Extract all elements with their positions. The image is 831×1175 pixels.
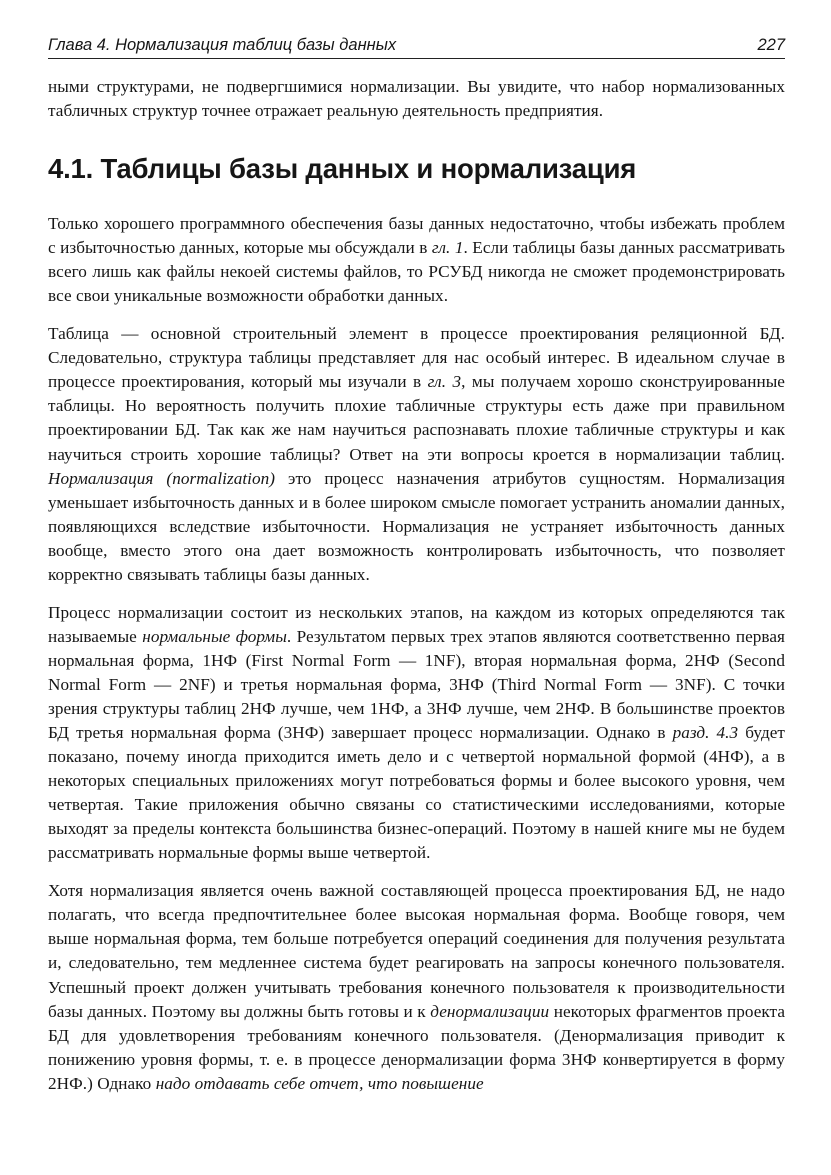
p3-text-c: будет показано, почему иногда приходится иметь дело и с четвертой нормальной формой (4НФ), а в некоторых специальных приложениях могут потребоваться формы и более высокого уровня, чем четвертая. Такие приложения обычно связаны со статистическими исследованиями, которые выходят за пределы контекста большинства бизнес-операций. Поэтому в нашей книге мы не будем рассматривать нормальные формы выше четвертой. [48,723,785,863]
book-page [48,36,785,1110]
p4-emphasis: надо отдавать себе отчет, что повышение [155,1073,484,1093]
p4-text-b: некоторых фрагментов проекта БД для удовлетворения требованиям конечного пользователя. (Денормализация приводит к понижению уровня формы, т. е. в процессе денормализации форма 3НФ конвертируется в форму 2НФ.) Однако [48,1001,786,1093]
p3-section-ref: разд. 4.3 [672,723,739,743]
p3-text-b: . Результатом первых трех этапов являются соответственно первая нормальная форма, 1НФ (First Normal Form — 1NF), вторая нормальная форма, 2НФ (Second Normal Form — 2NF) и третья нормальная форма, 3НФ (Third Normal Form — 3NF). С точки зрения структуры таблиц 2НФ лучше, чем 1НФ, а 3НФ лучше, чем 2НФ. В большинстве проектов БД третья нормальная форма (3НФ) завершает процесс нормализации. Однако в [48,626,785,743]
chapter-title: Глава 4. Нормализация таблиц базы данных [48,36,397,54]
p2-chapter-ref: гл. 3 [427,372,462,392]
p2-text-b: , мы получаем хорошо сконструированные таблицы. Но вероятность получить плохие табличные структуры есть даже при правильном проектировании БД. Так как же нам научиться распознавать плохие табличные структуры и как научиться строить хорошие таблицы? Ответ на эти вопросы кроется в нормализации таблиц. [48,372,785,464]
p1-text-b: . Если таблицы базы данных рассматривать всего лишь как файлы некоей системы файлов, то РСУБД никогда не сможет продемонстрировать все свои уникальные возможности обработки данных. [48,238,785,306]
section-heading: 4.1. Таблицы базы данных и нормализация [48,153,637,185]
paragraph-3 [48,601,785,866]
p3-text-a: Процесс нормализации состоит из нескольких этапов, на каждом из которых определяются так называемые [48,602,785,646]
paragraph-2 [48,322,785,587]
running-header [48,36,785,59]
intro-paragraph: ными структурами, не подвергшимися нормализации. Вы увидите, что набор нормализованных табличных структур точнее отражает реальную деятельность предприятия. [48,77,785,121]
p1-chapter-ref: гл. 1 [431,238,464,258]
paragraph-4 [48,879,785,1095]
p4-term: денормализации [430,1001,550,1021]
p2-text-a: Таблица — основной строительный элемент в процессе проектирования реляционной БД. Следовательно, структура таблицы представляет для нас особый интерес. В идеальном случае в процессе проектирования, который мы изучали в [48,324,785,392]
p4-text-a: Хотя нормализация является очень важной составляющей процесса проектирования БД, не надо полагать, что всегда предпочтительнее более высокая нормальная форма. Вообще говоря, чем выше нормальная форма, тем больше потребуется операций соединения для получения результата и, следовательно, тем медленнее система будет реагировать на запросы конечного пользователя. Успешный проект должен учитывать требования конечного пользователя к производительности базы данных. Поэтому вы должны быть готовы и к [48,881,785,1021]
paragraph-1 [48,212,785,308]
page-number: 227 [757,36,785,54]
p1-text-a: Только хорошего программного обеспечения базы данных недостаточно, чтобы избежать проблем с избыточностью данных, которые мы обсуждали в [48,214,785,258]
p3-term: нормальные формы [142,626,287,646]
p2-text-c: это процесс назначения атрибутов сущностям. Нормализация уменьшает избыточность данных и в более широком смысле помогает устранить аномалии данных, появляющихся вследствие избыточности. Нормализация не устраняет избыточность данных вообще, вместо этого она дает возможность контролировать избыточность, что позволяет корректно связывать таблицы базы данных. [48,468,786,584]
p2-term: Нормализация (normalization) [48,468,276,488]
